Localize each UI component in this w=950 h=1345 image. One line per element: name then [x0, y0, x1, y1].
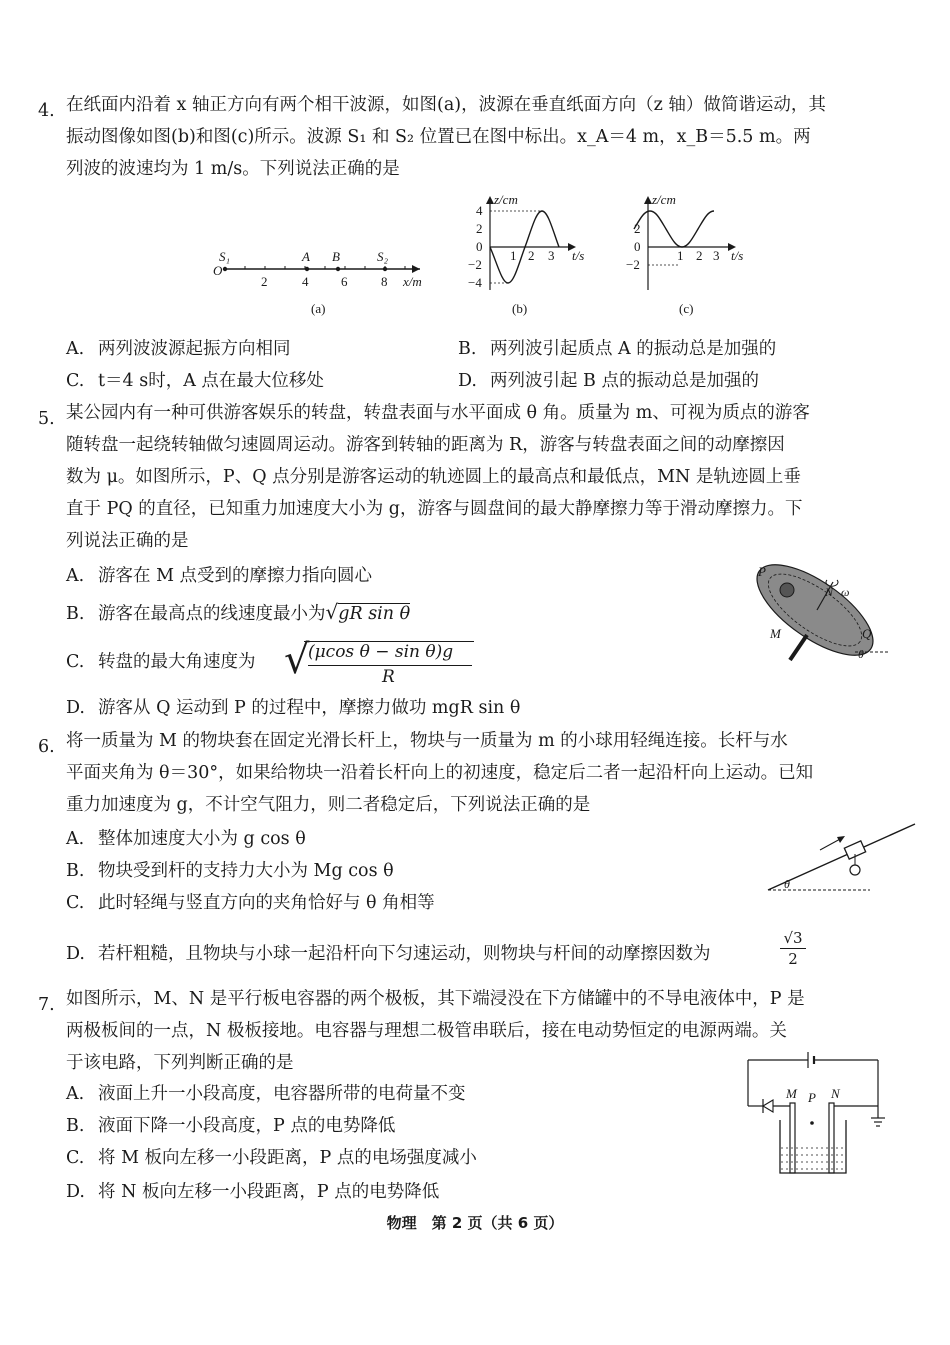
wave-c-curve [634, 211, 714, 247]
tick-6: 6 [341, 274, 348, 289]
option-label: B. [66, 861, 85, 881]
option-text: 游客在最高点的线速度最小为 [98, 604, 326, 624]
label-s1: S₁ [219, 249, 231, 264]
q4-line-2: 振动图像如图(b)和图(c)所示。波源 S₁ 和 S₂ 位置已在图中标出。x_A＝4 m，x_B＝5.5 m。两 [66, 127, 811, 147]
option-text: 若杆粗糙，且物块与小球一起沿杆向下匀速运动，则物块与杆间的动摩擦因数为 [98, 944, 711, 964]
q6-option-a[interactable] [66, 828, 306, 850]
label-b: B [332, 249, 340, 264]
fraction-denominator: R [382, 667, 395, 687]
q6-option-b[interactable] [66, 860, 394, 882]
q7-option-a[interactable] [66, 1083, 466, 1105]
ytick-c-0: 0 [634, 239, 641, 254]
circuit-figure [738, 1048, 898, 1178]
tick-8: 8 [381, 274, 388, 289]
ytick-b-0: 0 [476, 239, 483, 254]
sqrt-content: gR sin θ [338, 604, 411, 624]
ball [850, 865, 860, 875]
ytick-c-neg2: −2 [626, 257, 640, 272]
label-n: N [831, 1086, 840, 1101]
fraction-denominator: 2 [788, 950, 798, 968]
q6-option-c[interactable] [66, 892, 435, 914]
ytick-b-neg2: −2 [468, 257, 482, 272]
option-text: 将 M 板向左移一小段距离，P 点的电场强度减小 [98, 1148, 477, 1168]
tick-4: 4 [302, 274, 309, 289]
visitor-figure [780, 583, 794, 597]
label-m: M [786, 1086, 797, 1101]
point-b-dot [336, 267, 340, 271]
option-label: C. [66, 1148, 85, 1168]
point-p-dot [810, 1121, 814, 1125]
plate-m [790, 1103, 795, 1173]
q4-line-1: 在纸面内沿着 x 轴正方向有两个相干波源，如图(a)，波源在垂直纸面方向（z 轴）做简谐运动，其 [66, 95, 826, 115]
ylabel-c: z/cm [652, 192, 676, 207]
option-text: 此时轻绳与竖直方向的夹角恰好与 θ 角相等 [98, 893, 435, 913]
option-label: D. [458, 371, 477, 391]
label-q: Q [862, 626, 872, 641]
q7-option-b[interactable] [66, 1115, 395, 1137]
option-text: 游客从 Q 运动到 P 的过程中，摩擦力做功 mgR sin θ [98, 698, 521, 718]
option-label: A. [66, 829, 85, 849]
figure-c-graph [620, 190, 755, 300]
xtick-c-3: 3 [713, 248, 720, 263]
q4-option-b[interactable] [458, 338, 776, 360]
axis-label-x: x/m [403, 274, 422, 289]
turntable-figure [745, 560, 895, 665]
option-text: 物块受到杆的支持力大小为 Mg cos θ [98, 861, 394, 881]
ylabel-b: z/cm [494, 192, 518, 207]
label-origin: O [213, 263, 223, 278]
option-text: 整体加速度大小为 g cos θ [98, 829, 306, 849]
label-theta: θ [784, 877, 790, 891]
xtick-b-3: 3 [548, 248, 555, 263]
rod-line [768, 824, 915, 890]
option-label: C. [66, 371, 85, 391]
fraction-numerator: (μcos θ − sin θ)g [308, 642, 454, 662]
q5-line-1: 某公园内有一种可供游客娱乐的转盘，转盘表面与水平面成 θ 角。质量为 m、可视为质点的游客 [66, 403, 810, 423]
xtick-c-1: 1 [677, 248, 684, 263]
ytick-b-neg4: −4 [468, 275, 482, 290]
q6-line-1: 将一质量为 M 的物块套在固定光滑长杆上，物块与一质量为 m 的小球用轻绳连接。长杆与水 [66, 731, 788, 751]
q6-option-d[interactable] [66, 943, 711, 965]
figure-a-caption: (a) [311, 301, 326, 316]
q6-line-2: 平面夹角为 θ＝30°，如果给物块一沿着长杆向上的初速度，稳定后二者一起沿杆向上运动。已知 [66, 763, 814, 783]
option-label: C. [66, 652, 85, 672]
option-text: 游客在 M 点受到的摩擦力指向圆心 [98, 566, 373, 586]
q6-line-3: 重力加速度为 g，不计空气阻力，则二者稳定后，下列说法正确的是 [66, 795, 591, 815]
option-text: 将 N 板向左移一小段距离，P 点的电势降低 [98, 1182, 440, 1202]
label-p: P [758, 564, 766, 579]
q6-option-d-fraction [780, 928, 806, 969]
xlabel-b: t/s [572, 248, 585, 263]
option-text: t＝4 s时，A 点在最大位移处 [98, 371, 324, 391]
q5-line-5: 列说法正确的是 [66, 531, 189, 551]
label-omega: ω [841, 585, 850, 599]
label-s2: S₂ [377, 249, 389, 264]
option-text: 液面下降一小段高度，P 点的电势降低 [98, 1116, 396, 1136]
question-6-number: 6. [38, 737, 55, 757]
option-text: 两列波引起质点 A 的振动总是加强的 [490, 339, 777, 359]
q4-option-c[interactable] [66, 370, 324, 392]
rod-figure [760, 820, 920, 900]
sqrt-sign: √ [284, 637, 310, 683]
q4-line-3: 列波的波速均为 1 m/s。下列说法正确的是 [66, 159, 400, 179]
q5-line-3: 数为 μ。如图所示，P、Q 点分别是游客运动的轨迹圆上的最高点和最低点，MN 是轨迹圆上垂 [66, 467, 801, 487]
q4-option-d[interactable] [458, 370, 759, 392]
q7-option-d[interactable] [66, 1181, 439, 1203]
q5-line-2: 随转盘一起绕转轴做匀速圆周运动。游客到转轴的距离为 R，游客与转盘表面之间的动摩擦因 [66, 435, 785, 455]
option-label: A. [66, 566, 85, 586]
q5-option-b[interactable] [66, 601, 410, 625]
label-n: N [825, 585, 834, 599]
q5-line-4: 直于 PQ 的直径，已知重力加速度大小为 g，游客与圆盘间的最大静摩擦力等于滑动摩擦力。下 [66, 499, 803, 519]
figure-c-caption: (c) [679, 301, 694, 316]
question-7-number: 7. [38, 995, 55, 1015]
fraction-numerator: √3 [783, 929, 803, 947]
option-label: C. [66, 893, 85, 913]
option-label: A. [66, 1084, 85, 1104]
figure-b-caption: (b) [512, 301, 528, 316]
label-theta: θ [858, 647, 864, 661]
xtick-b-1: 1 [510, 248, 517, 263]
xtick-b-2: 2 [528, 248, 535, 263]
q5-option-d[interactable] [66, 697, 520, 719]
label-p: P [808, 1090, 816, 1105]
option-label: D. [66, 1182, 85, 1202]
sqrt-sign: √ [325, 600, 339, 624]
xlabel-c: t/s [731, 248, 744, 263]
q4-option-a[interactable] [66, 338, 291, 360]
diode [763, 1100, 773, 1112]
q7-option-c[interactable] [66, 1147, 477, 1169]
q5-option-a[interactable] [66, 565, 372, 587]
plate-n [829, 1103, 834, 1173]
xtick-c-2: 2 [696, 248, 703, 263]
tick-2: 2 [261, 274, 268, 289]
page-footer: 物理 第 2 页（共 6 页） [386, 1214, 564, 1232]
ytick-b-2: 2 [476, 221, 483, 236]
q7-line-2: 两极板间的一点，N 极板接地。电容器与理想二极管串联后，接在电动势恒定的电源两端。关 [66, 1021, 787, 1041]
option-label: B. [458, 339, 477, 359]
source-s1-dot [223, 267, 227, 271]
figure-b-graph [462, 190, 597, 300]
option-text: 两列波波源起振方向相同 [98, 339, 291, 359]
figure-a-axis [205, 240, 435, 300]
q5-option-c[interactable] [66, 651, 256, 673]
label-m: M [770, 626, 781, 641]
ytick-b-4: 4 [476, 203, 483, 218]
q7-line-3: 于该电路，下列判断正确的是 [66, 1053, 294, 1073]
option-label: B. [66, 1116, 85, 1136]
option-text: 液面上升一小段高度，电容器所带的电荷量不变 [98, 1084, 466, 1104]
question-4-number: 4. [38, 101, 55, 121]
option-text: 两列波引起 B 点的振动总是加强的 [490, 371, 759, 391]
turntable-disk [745, 560, 887, 665]
option-label: A. [66, 339, 85, 359]
q7-line-1: 如图所示，M、N 是平行板电容器的两个极板，其下端浸没在下方储罐中的不导电液体中，P 是 [66, 989, 805, 1009]
option-label: D. [66, 698, 85, 718]
option-text: 转盘的最大角速度为 [98, 652, 256, 672]
question-5-number: 5. [38, 409, 55, 429]
option-label: D. [66, 944, 85, 964]
ytick-c-2: 2 [634, 221, 641, 236]
label-a: A [302, 249, 310, 264]
option-label: B. [66, 604, 85, 624]
